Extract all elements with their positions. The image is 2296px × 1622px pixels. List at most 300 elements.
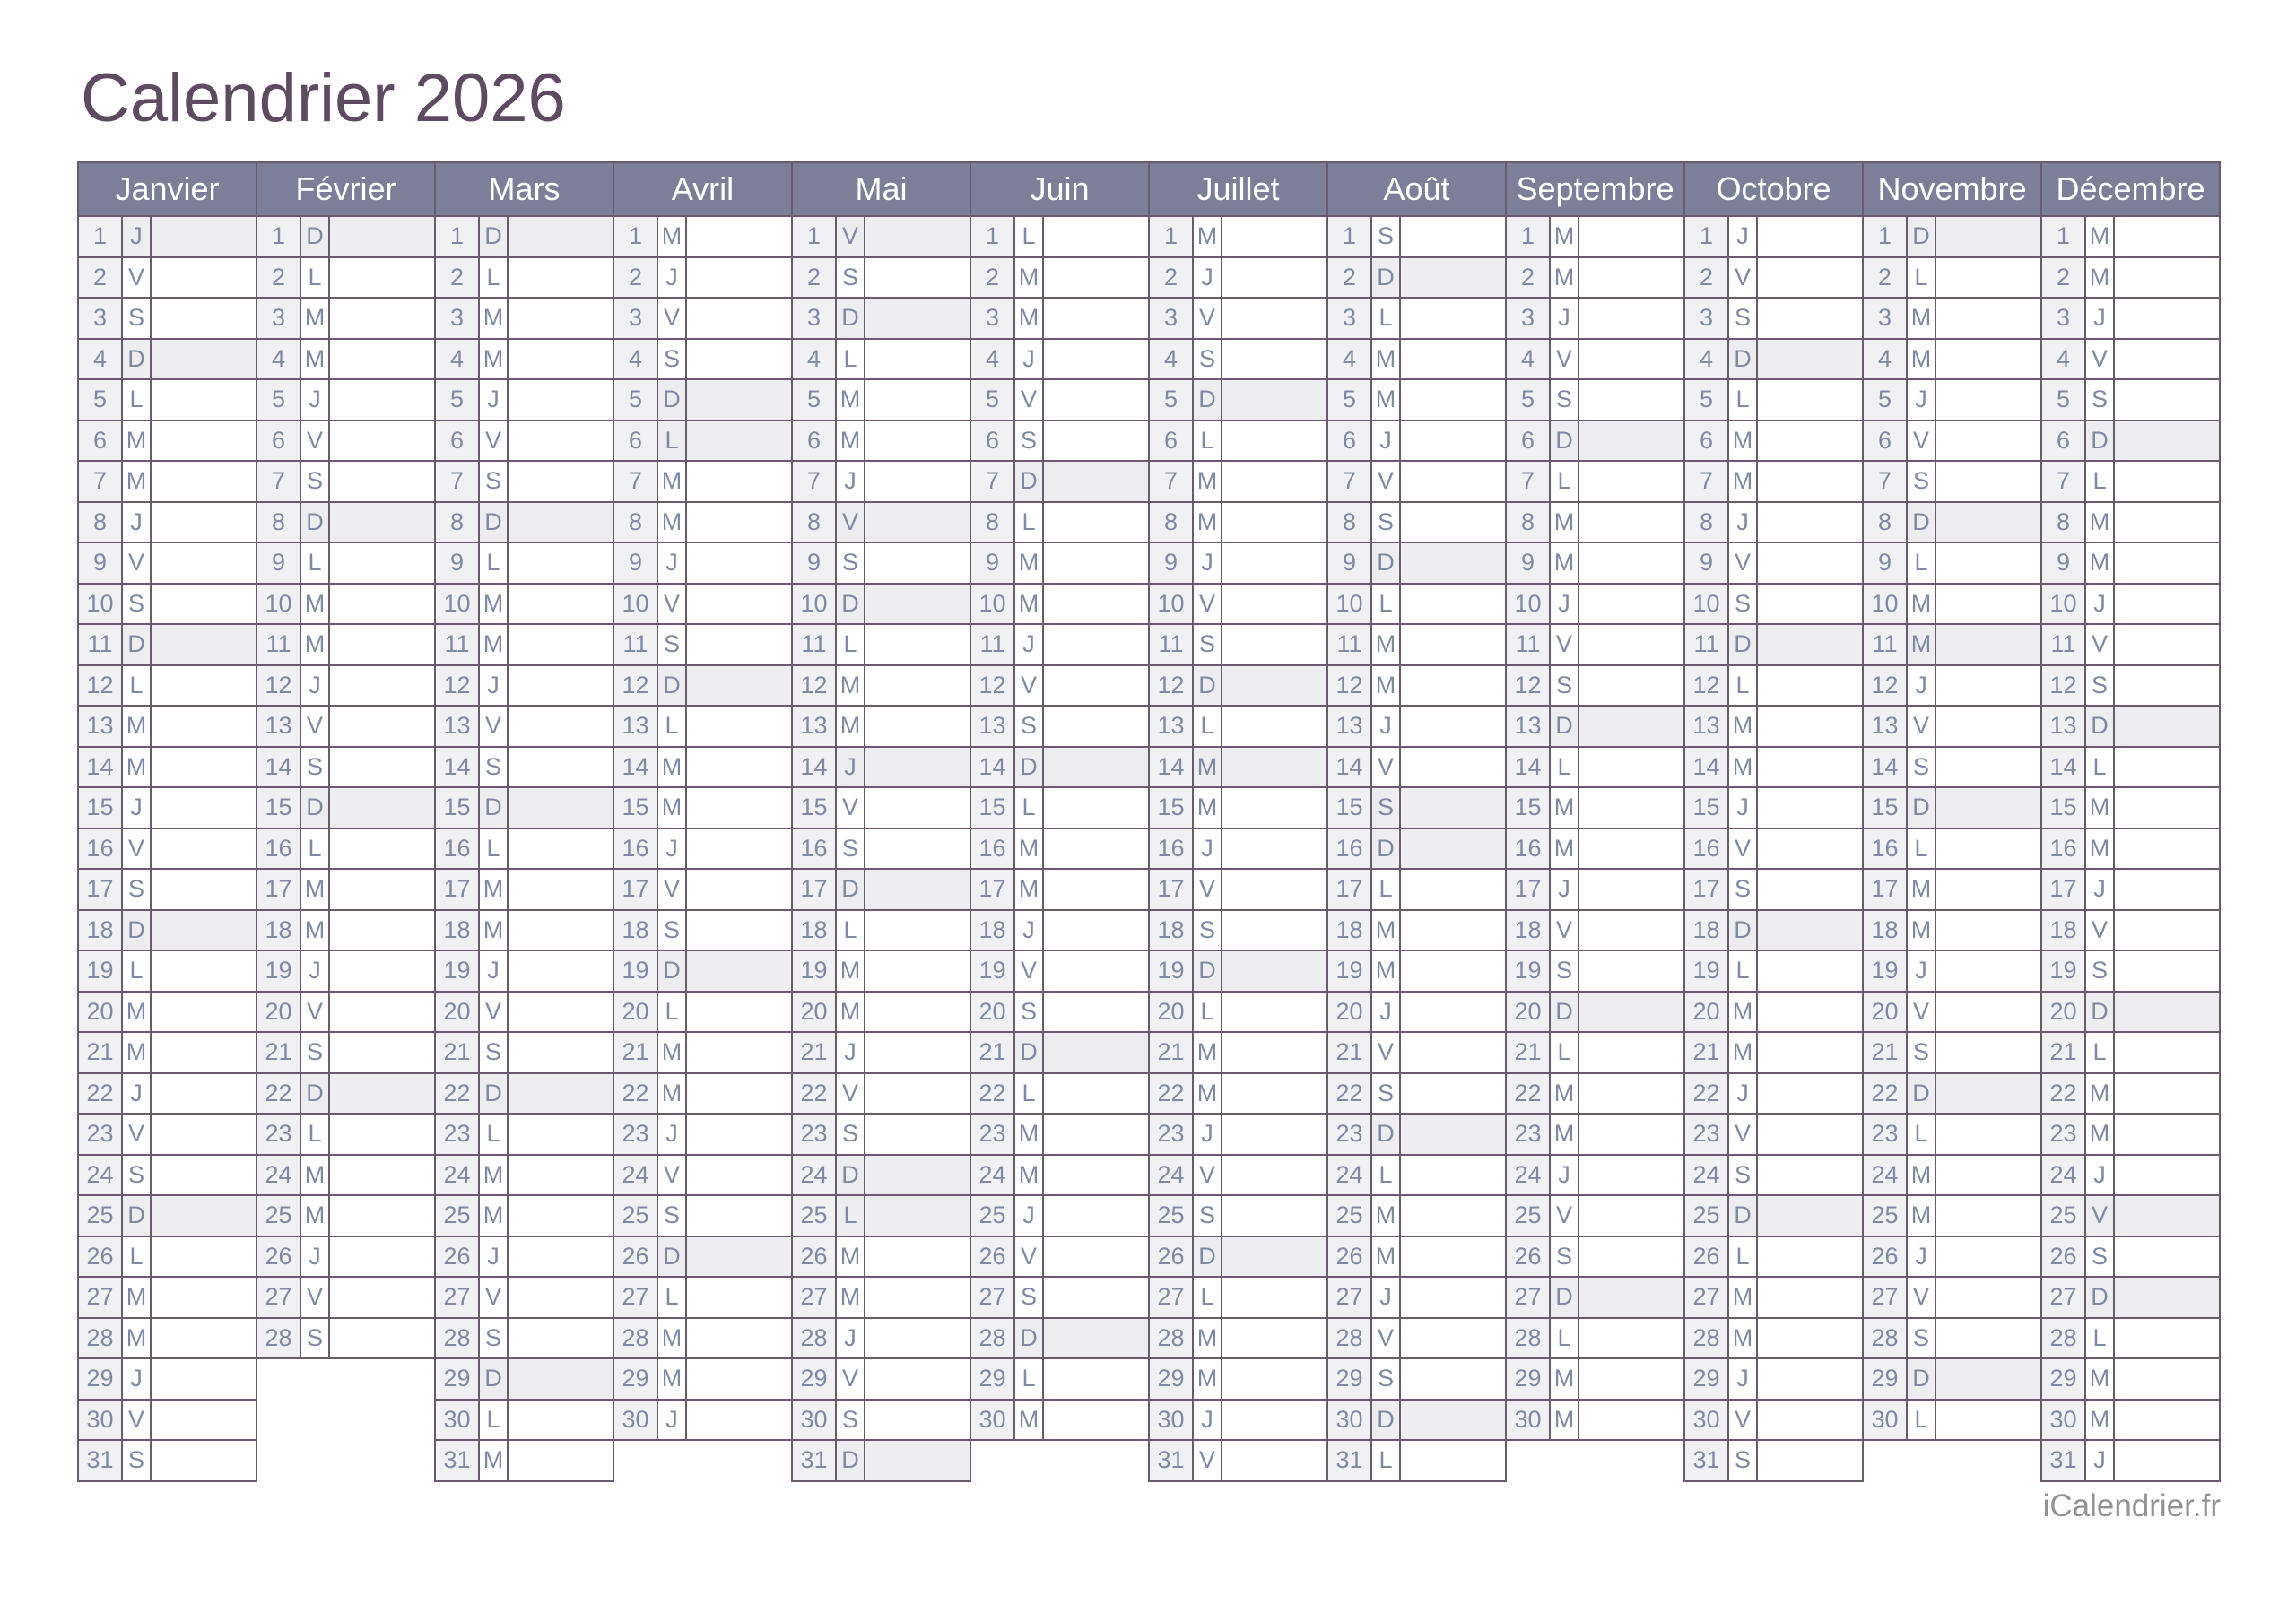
day-row [1150,870,1326,911]
day-letter: L [1372,299,1401,338]
day-letter: D [2086,993,2115,1032]
day-row [1150,340,1326,381]
day-row [79,1441,256,1482]
day-row [793,829,970,871]
day-number: 6 [614,421,658,461]
day-number: 1 [793,217,837,256]
day-number: 11 [793,625,837,664]
day-number: 16 [1150,829,1194,869]
day-note-cell [509,1237,613,1277]
day-row [1150,1237,1326,1279]
day-letter: S [1015,707,1044,746]
day-note-cell [687,340,791,379]
day-number: 22 [2042,1074,2086,1114]
day-note-cell [865,748,970,787]
day-note-cell [330,1237,434,1277]
day-row [257,788,434,829]
day-letter: V [1729,829,1758,869]
day-row [1507,1115,1683,1156]
day-row [971,1196,1148,1237]
day-row [1507,421,1683,463]
day-number: 5 [436,380,480,420]
day-row [2042,380,2219,421]
day-row [1864,788,2040,829]
day-row [257,1033,434,1074]
day-note-cell [1936,380,2040,420]
day-letter: L [480,1115,509,1154]
day-number: 23 [1328,1115,1372,1154]
day-note-cell [330,911,434,950]
day-number: 28 [436,1319,480,1358]
day-row [257,911,434,952]
day-letter: S [2086,666,2115,706]
day-number: 9 [2042,543,2086,583]
day-number: 15 [1507,788,1551,828]
day-letter: M [837,380,865,420]
day-letter: D [480,1359,509,1399]
day-note-cell [1579,1359,1683,1399]
day-letter: D [301,217,330,256]
day-note-cell [1936,666,2040,706]
day-row [257,951,434,993]
day-note-cell [1936,503,2040,542]
day-note-cell [1758,1074,1862,1114]
day-letter: L [1372,585,1401,624]
day-row [1150,1074,1326,1115]
day-letter: L [1372,1156,1401,1195]
day-note-cell [687,748,791,787]
day-letter: V [1729,1115,1758,1154]
day-row [1864,829,2040,871]
day-note-cell [1579,1319,1683,1358]
day-row [971,870,1148,911]
day-note-cell [1758,829,1862,869]
day-note-cell [1401,625,1505,664]
day-note-cell [865,421,970,461]
month-name: Octobre [1685,161,1862,217]
day-letter: J [123,788,152,828]
day-letter: S [1908,748,1936,787]
day-row [1150,462,1326,503]
day-number: 21 [1150,1033,1194,1072]
day-row [614,585,791,626]
day-letter: M [123,707,152,746]
day-number: 12 [1864,666,1908,706]
day-note-cell [865,1033,970,1072]
day-note-cell [1044,462,1148,501]
day-row [1328,503,1505,544]
day-row [1328,340,1505,381]
day-row [1328,911,1505,952]
day-row [79,543,256,585]
day-row [436,993,613,1034]
day-letter: M [301,340,330,379]
day-note-cell [1579,829,1683,869]
day-row [1685,258,1862,299]
day-number: 30 [1685,1401,1729,1440]
day-note-cell [2115,258,2219,298]
day-number: 23 [257,1115,301,1154]
day-letter: M [1551,1115,1579,1154]
day-number: 16 [793,829,837,869]
day-letter: M [1372,1237,1401,1277]
day-number: 2 [971,258,1015,298]
day-row [79,748,256,789]
day-row [1685,462,1862,503]
day-note-cell [1579,299,1683,338]
day-letter: M [2086,258,2115,298]
day-letter: V [301,993,330,1032]
day-letter: M [1908,625,1936,664]
day-letter: L [1015,1359,1044,1399]
day-note-cell [1758,1196,1862,1236]
day-note-cell [152,911,256,950]
day-note-cell [1222,1319,1326,1358]
day-row [1507,1156,1683,1197]
day-number: 31 [793,1441,837,1480]
day-number: 6 [1685,421,1729,461]
day-row [1507,1359,1683,1401]
day-note-cell [1044,258,1148,298]
day-letter: D [1372,1401,1401,1440]
day-letter: D [1551,421,1579,461]
day-note-cell [1579,1156,1683,1195]
day-row [79,258,256,299]
day-note-cell [1401,951,1505,991]
day-row [1328,951,1505,993]
day-note-cell [687,421,791,461]
day-note-cell [1401,1196,1505,1236]
day-note-cell [330,258,434,298]
day-note-cell [509,951,613,991]
day-row [436,1401,613,1442]
day-row [2042,217,2219,258]
day-note-cell [1222,380,1326,420]
day-note-cell [687,299,791,338]
day-number: 7 [1685,462,1729,501]
day-row [79,462,256,503]
day-number: 5 [1507,380,1551,420]
day-note-cell [865,1278,970,1317]
day-number: 12 [79,666,123,706]
day-row [793,748,970,789]
day-letter: D [837,1156,865,1195]
day-row [1328,1237,1505,1279]
day-row [1150,1196,1326,1237]
day-number: 22 [1864,1074,1908,1114]
day-letter: L [123,380,152,420]
day-note-cell [1579,421,1683,461]
day-letter: V [1194,870,1222,909]
day-note-cell [2115,1074,2219,1114]
day-row [436,299,613,340]
day-row [793,421,970,463]
day-letter: D [480,1074,509,1114]
day-number: 7 [2042,462,2086,501]
day-note-cell [509,1156,613,1195]
day-number: 5 [971,380,1015,420]
day-note-cell [1936,1115,2040,1154]
day-row [2042,1033,2219,1074]
day-letter: L [1015,217,1044,256]
day-note-cell [865,585,970,624]
day-note-cell [1222,340,1326,379]
day-number: 13 [793,707,837,746]
day-row [436,911,613,952]
day-row [971,258,1148,299]
day-note-cell [509,993,613,1032]
day-letter: V [123,258,152,298]
day-row [1150,1156,1326,1197]
day-number: 25 [79,1196,123,1236]
day-row [1685,993,1862,1034]
day-letter: J [658,543,687,583]
day-number: 6 [436,421,480,461]
day-number: 20 [257,993,301,1032]
day-letter: S [301,1033,330,1072]
day-letter: V [658,1156,687,1195]
day-letter: L [123,666,152,706]
day-letter: S [1372,788,1401,828]
day-row [614,829,791,871]
day-number: 20 [1864,993,1908,1032]
day-number: 15 [257,788,301,828]
day-note-cell [687,380,791,420]
day-row [1150,258,1326,299]
day-note-cell [330,421,434,461]
day-letter: V [123,1115,152,1154]
day-number: 31 [1150,1441,1194,1480]
day-letter: M [658,462,687,501]
day-row [79,1319,256,1360]
day-note-cell [1579,1401,1683,1440]
day-row [1150,299,1326,340]
day-note-cell [1401,340,1505,379]
day-row [793,1156,970,1197]
day-note-cell [865,829,970,869]
day-row [79,1115,256,1156]
day-row [2042,299,2219,340]
day-number: 24 [1150,1156,1194,1195]
day-note-cell [1758,258,1862,298]
day-note-cell [330,299,434,338]
day-number: 29 [971,1359,1015,1399]
day-note-cell [1579,951,1683,991]
day-letter: M [837,666,865,706]
day-number: 3 [2042,299,2086,338]
day-note-cell [152,380,256,420]
day-letter: M [1729,707,1758,746]
day-note-cell [1401,788,1505,828]
day-letter: D [123,911,152,950]
day-note-cell [1044,1074,1148,1114]
day-number: 24 [1507,1156,1551,1195]
day-note-cell [1758,788,1862,828]
day-number: 1 [1864,217,1908,256]
day-note-cell [1758,380,1862,420]
day-number: 30 [1328,1401,1372,1440]
day-number: 8 [1150,503,1194,542]
day-letter: J [1015,340,1044,379]
day-row [793,1074,970,1115]
day-number: 6 [1150,421,1194,461]
day-row [971,299,1148,340]
day-letter: M [1551,1401,1579,1440]
day-letter: M [1372,625,1401,664]
day-note-cell [1758,1359,1862,1399]
day-number: 17 [971,870,1015,909]
day-letter: D [301,788,330,828]
day-note-cell [1222,1156,1326,1195]
day-row [79,993,256,1034]
day-note-cell [1758,1401,1862,1440]
day-letter: L [1194,1278,1222,1317]
day-note-cell [1044,340,1148,379]
day-letter: V [301,1278,330,1317]
day-number: 16 [436,829,480,869]
day-note-cell [509,503,613,542]
day-letter: J [1551,585,1579,624]
day-number: 17 [257,870,301,909]
day-row [1328,1196,1505,1237]
day-row [2042,421,2219,463]
day-number: 29 [1150,1359,1194,1399]
day-row [1864,1278,2040,1319]
day-row [79,299,256,340]
day-row [257,585,434,626]
day-note-cell [1758,707,1862,746]
day-letter: D [480,217,509,256]
day-note-cell [2115,993,2219,1032]
day-number: 29 [1507,1359,1551,1399]
day-note-cell [509,1115,613,1154]
day-row [1864,299,2040,340]
day-row [614,911,791,952]
day-number: 24 [79,1156,123,1195]
day-letter: V [2086,911,2115,950]
day-number: 25 [614,1196,658,1236]
day-number: 2 [257,258,301,298]
day-number: 12 [436,666,480,706]
day-row [1864,1115,2040,1156]
day-number: 14 [1685,748,1729,787]
day-number: 11 [436,625,480,664]
day-note-cell [1222,1401,1326,1440]
day-row [79,788,256,829]
day-row [2042,993,2219,1034]
day-letter: L [2086,1319,2115,1358]
day-letter: S [837,1401,865,1440]
day-number: 23 [971,1115,1015,1154]
day-number: 26 [1150,1237,1194,1277]
day-letter: M [658,1359,687,1399]
day-note-cell [1401,870,1505,909]
day-note-cell [1044,1237,1148,1277]
day-number: 30 [1150,1401,1194,1440]
day-note-cell [509,1196,613,1236]
day-note-cell [1401,1074,1505,1114]
day-letter: M [2086,1115,2115,1154]
day-note-cell [1758,1237,1862,1277]
day-row [1507,217,1683,258]
day-number: 27 [257,1278,301,1317]
day-note-cell [1936,748,2040,787]
day-number: 2 [1150,258,1194,298]
day-row [436,666,613,707]
day-letter: D [1908,217,1936,256]
day-row [1864,1319,2040,1360]
day-letter: S [1194,340,1222,379]
day-row [1507,462,1683,503]
day-row [1685,1115,1862,1156]
day-note-cell [1936,340,2040,379]
day-row [1507,748,1683,789]
day-note-cell [509,462,613,501]
day-row [1507,1237,1683,1279]
day-row [793,707,970,748]
day-number: 8 [793,503,837,542]
day-note-cell [1936,829,2040,869]
day-number: 2 [1685,258,1729,298]
day-row [614,1278,791,1319]
day-letter: S [1551,951,1579,991]
day-letter: J [123,503,152,542]
day-row [1685,625,1862,666]
day-number: 10 [614,585,658,624]
day-note-cell [1579,870,1683,909]
day-number: 21 [614,1033,658,1072]
day-row [1864,625,2040,666]
day-row [79,1156,256,1197]
month-column [2040,161,2221,1482]
day-letter: M [123,1278,152,1317]
day-number: 13 [2042,707,2086,746]
day-row [257,1196,434,1237]
day-number: 10 [1507,585,1551,624]
day-number: 27 [1328,1278,1372,1317]
day-row [1507,911,1683,952]
day-row [436,217,613,258]
day-letter: S [123,1156,152,1195]
day-number: 7 [1328,462,1372,501]
day-row [614,503,791,544]
day-number: 12 [1685,666,1729,706]
day-number: 16 [79,829,123,869]
day-number: 29 [2042,1359,2086,1399]
day-note-cell [1222,421,1326,461]
day-row [1328,870,1505,911]
day-note-cell [687,1359,791,1399]
day-number: 25 [1685,1196,1729,1236]
day-letter: S [1729,299,1758,338]
day-row [1328,217,1505,258]
day-letter: M [123,993,152,1032]
day-row [79,1196,256,1237]
day-note-cell [2115,1319,2219,1358]
day-number: 10 [1685,585,1729,624]
day-number: 24 [1328,1156,1372,1195]
day-number: 22 [971,1074,1015,1114]
day-row [1507,380,1683,421]
day-row [257,543,434,585]
day-row [614,258,791,299]
day-note-cell [1222,993,1326,1032]
day-number: 21 [1864,1033,1908,1072]
day-number: 27 [1507,1278,1551,1317]
day-note-cell [1401,1441,1505,1480]
day-row [793,1033,970,1074]
day-number: 20 [1150,993,1194,1032]
